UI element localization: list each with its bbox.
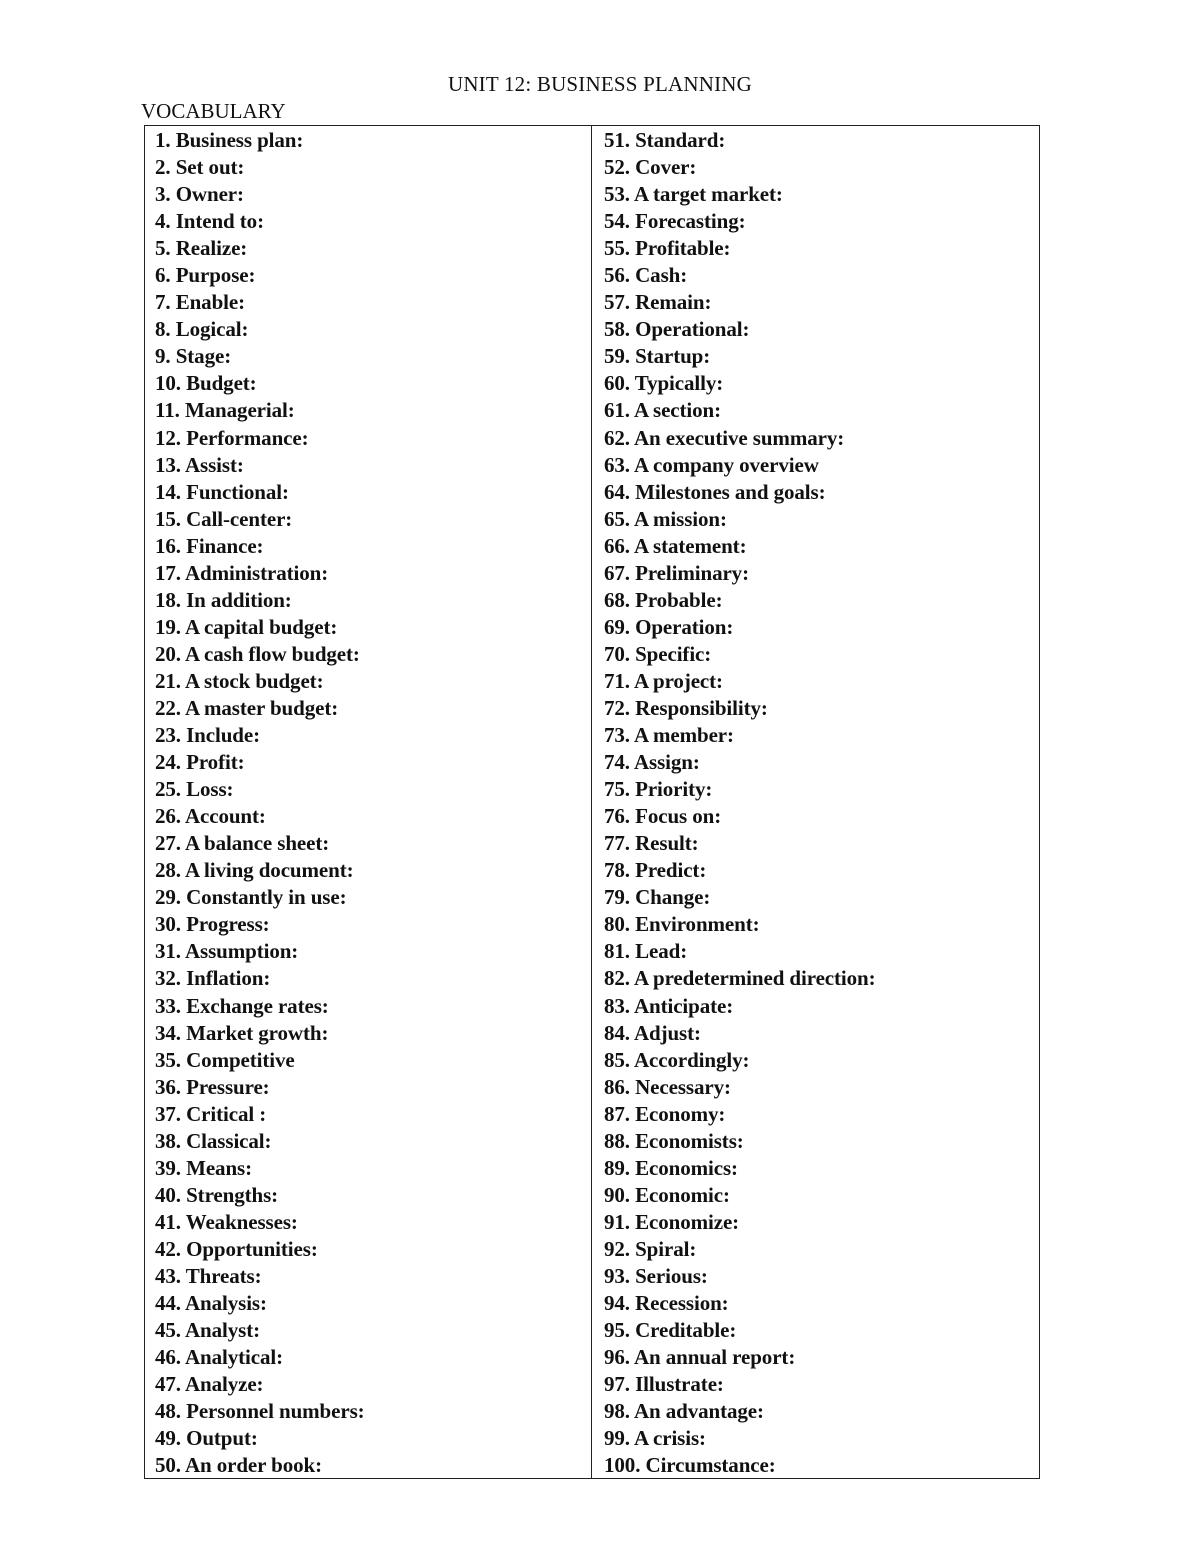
vocabulary-item: 81. Lead: — [604, 939, 688, 964]
vocabulary-item: 11. Managerial: — [155, 398, 295, 423]
vocabulary-item: 37. Critical : — [155, 1101, 267, 1126]
vocabulary-item: 21. A stock budget: — [155, 668, 324, 693]
vocabulary-item: 84. Adjust: — [604, 1020, 701, 1045]
vocabulary-item: 2. Set out: — [155, 155, 245, 180]
vocabulary-item: 90. Economic: — [604, 1182, 730, 1207]
vocabulary-item: 79. Change: — [604, 885, 711, 910]
vocabulary-item: 71. A project: — [604, 668, 723, 693]
vocabulary-item: 87. Economy: — [604, 1101, 726, 1126]
vocabulary-item: 41. Weaknesses: — [155, 1209, 298, 1234]
vocabulary-item: 62. An executive summary: — [604, 425, 845, 450]
vocabulary-item: 73. A member: — [604, 723, 734, 748]
vocabulary-item: 49. Output: — [155, 1426, 258, 1451]
vocabulary-item: 44. Analysis: — [155, 1291, 267, 1316]
vocabulary-item: 77. Result: — [604, 831, 699, 856]
vocabulary-item: 13. Assist: — [155, 452, 244, 477]
vocabulary-item: 32. Inflation: — [155, 966, 271, 991]
vocabulary-column-left — [145, 126, 592, 1478]
vocabulary-item: 95. Creditable: — [604, 1318, 737, 1343]
vocabulary-item: 3. Owner: — [155, 182, 244, 207]
section-label: VOCABULARY — [141, 99, 286, 123]
vocabulary-item: 27. A balance sheet: — [155, 831, 330, 856]
vocabulary-item: 5. Realize: — [155, 236, 248, 261]
vocabulary-item: 64. Milestones and goals: — [604, 479, 826, 504]
vocabulary-item: 19. A capital budget: — [155, 614, 338, 639]
vocabulary-item: 86. Necessary: — [604, 1074, 731, 1099]
vocabulary-item: 99. A crisis: — [604, 1426, 706, 1451]
vocabulary-table — [144, 125, 1040, 1479]
vocabulary-item: 96. An annual report: — [604, 1345, 796, 1370]
vocabulary-item: 63. A company overview — [604, 452, 819, 477]
vocabulary-item: 69. Operation: — [604, 614, 734, 639]
vocabulary-item: 88. Economists: — [604, 1128, 744, 1153]
vocabulary-item: 85. Accordingly: — [604, 1047, 750, 1072]
vocabulary-item: 51. Standard: — [604, 128, 726, 152]
vocabulary-item: 38. Classical: — [155, 1128, 272, 1153]
vocabulary-item: 43. Threats: — [155, 1263, 262, 1288]
vocabulary-item: 30. Progress: — [155, 912, 270, 937]
vocabulary-item: 93. Serious: — [604, 1263, 708, 1288]
vocabulary-item: 89. Economics: — [604, 1155, 738, 1180]
vocabulary-item: 1. Business plan: — [155, 128, 304, 152]
vocabulary-column-right — [592, 126, 1039, 1478]
vocabulary-item: 54. Forecasting: — [604, 209, 746, 234]
vocabulary-item: 23. Include: — [155, 723, 260, 748]
vocabulary-item: 16. Finance: — [155, 533, 264, 558]
vocabulary-item: 91. Economize: — [604, 1209, 740, 1234]
vocabulary-item: 70. Specific: — [604, 641, 712, 666]
vocabulary-item: 34. Market growth: — [155, 1020, 329, 1045]
vocabulary-item: 42. Opportunities: — [155, 1236, 318, 1261]
vocabulary-item: 92. Spiral: — [604, 1236, 697, 1261]
vocabulary-item: 20. A cash flow budget: — [155, 641, 360, 666]
vocabulary-item: 22. A master budget: — [155, 695, 339, 720]
vocabulary-item: 75. Priority: — [604, 777, 713, 802]
vocabulary-item: 24. Profit: — [155, 750, 245, 775]
vocabulary-item: 47. Analyze: — [155, 1372, 264, 1397]
vocabulary-item: 25. Loss: — [155, 777, 234, 802]
page-title: UNIT 12: BUSINESS PLANNING — [447, 72, 753, 96]
vocabulary-item: 94. Recession: — [604, 1291, 729, 1316]
vocabulary-item: 83. Anticipate: — [604, 993, 734, 1018]
vocabulary-item: 9. Stage: — [155, 344, 232, 369]
vocabulary-item: 97. Illustrate: — [604, 1372, 724, 1397]
vocabulary-item: 40. Strengths: — [155, 1182, 279, 1207]
vocabulary-item: 31. Assumption: — [155, 939, 299, 964]
vocabulary-item: 14. Functional: — [155, 479, 289, 504]
vocabulary-item: 74. Assign: — [604, 750, 700, 775]
vocabulary-item: 52. Cover: — [604, 155, 697, 180]
vocabulary-item: 7. Enable: — [155, 290, 246, 315]
vocabulary-item: 67. Preliminary: — [604, 560, 749, 585]
vocabulary-item: 45. Analyst: — [155, 1318, 260, 1343]
vocabulary-item: 17. Administration: — [155, 560, 329, 585]
vocabulary-item: 28. A living document: — [155, 858, 354, 883]
vocabulary-item: 60. Typically: — [604, 371, 724, 396]
vocabulary-item: 26. Account: — [155, 804, 266, 829]
vocabulary-item: 78. Predict: — [604, 858, 707, 883]
vocabulary-item: 82. A predetermined direction: — [604, 966, 876, 991]
vocabulary-item: 50. An order book: — [155, 1453, 322, 1478]
vocabulary-item: 72. Responsibility: — [604, 695, 768, 720]
vocabulary-item: 57. Remain: — [604, 290, 712, 315]
vocabulary-item: 46. Analytical: — [155, 1345, 283, 1370]
vocabulary-item: 29. Constantly in use: — [155, 885, 347, 910]
vocabulary-item: 18. In addition: — [155, 587, 292, 612]
vocabulary-item: 59. Startup: — [604, 344, 711, 369]
vocabulary-item: 58. Operational: — [604, 317, 750, 342]
vocabulary-item: 10. Budget: — [155, 371, 257, 396]
vocabulary-item: 33. Exchange rates: — [155, 993, 329, 1018]
vocabulary-item: 12. Performance: — [155, 425, 309, 450]
vocabulary-item: 66. A statement: — [604, 533, 747, 558]
vocabulary-item: 15. Call-center: — [155, 506, 293, 531]
vocabulary-item: 53. A target market: — [604, 182, 783, 207]
vocabulary-item: 98. An advantage: — [604, 1399, 764, 1424]
vocabulary-item: 39. Means: — [155, 1155, 252, 1180]
vocabulary-item: 65. A mission: — [604, 506, 727, 531]
vocabulary-item: 35. Competitive — [155, 1047, 295, 1072]
vocabulary-item: 4. Intend to: — [155, 209, 264, 234]
vocabulary-item: 36. Pressure: — [155, 1074, 270, 1099]
vocabulary-item: 6. Purpose: — [155, 263, 256, 288]
vocabulary-item: 100. Circumstance: — [604, 1453, 776, 1478]
vocabulary-item: 8. Logical: — [155, 317, 249, 342]
vocabulary-item: 76. Focus on: — [604, 804, 722, 829]
vocabulary-item: 55. Profitable: — [604, 236, 731, 261]
vocabulary-item: 80. Environment: — [604, 912, 760, 937]
vocabulary-item: 48. Personnel numbers: — [155, 1399, 365, 1424]
vocabulary-item: 68. Probable: — [604, 587, 723, 612]
vocabulary-item: 61. A section: — [604, 398, 722, 423]
vocabulary-item: 56. Cash: — [604, 263, 688, 288]
